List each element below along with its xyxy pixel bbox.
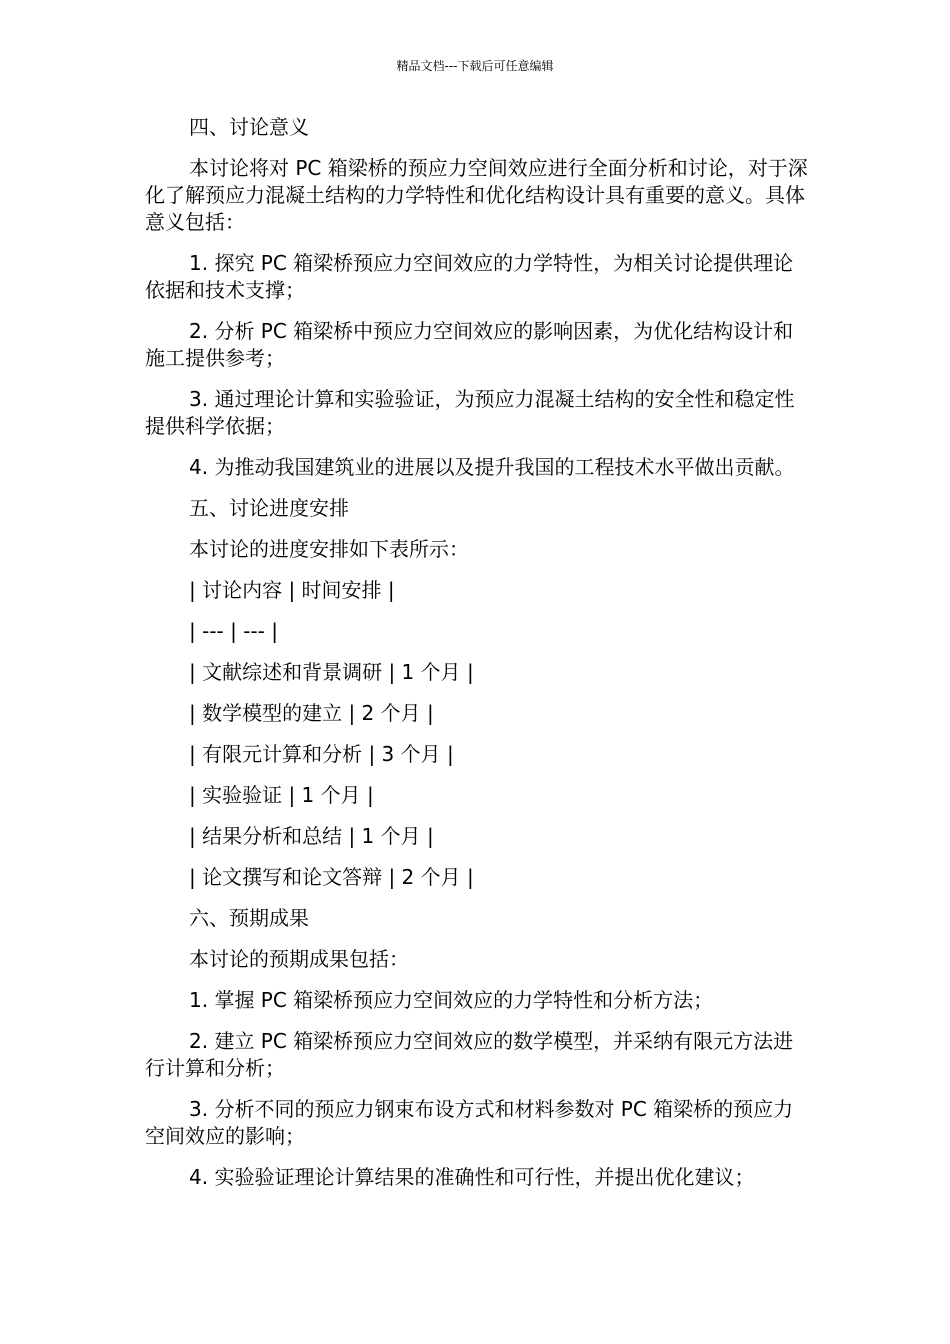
table-line: | 文献综述和背景调研 | 1 个月 | xyxy=(189,660,474,684)
section-heading-4: 四、讨论意义 xyxy=(189,115,309,139)
document-body xyxy=(145,114,813,1205)
table-line: | 实验验证 | 1 个月 | xyxy=(189,783,374,807)
section-heading-5: 五、讨论进度安排 xyxy=(189,496,349,520)
table-line: | 结果分析和总结 | 1 个月 | xyxy=(189,824,434,848)
list-item: 2. 分析 PC 箱梁桥中预应力空间效应的影响因素，为优化结构设计和施工提供参考； xyxy=(145,319,794,370)
list-item: 3. 分析不同的预应力钢束布设方式和材料参数对 PC 箱梁桥的预应力空间效应的影响； xyxy=(145,1097,794,1148)
table-line: | 讨论内容 | 时间安排 | xyxy=(189,578,395,602)
list-item: 1. 探究 PC 箱梁桥预应力空间效应的力学特性，为相关讨论提供理论依据和技术支撑； xyxy=(145,251,794,302)
paragraph-intro: 本讨论将对 PC 箱梁桥的预应力空间效应进行全面分析和讨论，对于深化了解预应力混凝土结构的力学特性和优化结构设计具有重要的意义。具体意义包括： xyxy=(145,156,808,234)
list-item: 1. 掌握 PC 箱梁桥预应力空间效应的力学特性和分析方法； xyxy=(189,988,714,1012)
list-item: 4. 实验验证理论计算结果的准确性和可行性，并提出优化建议； xyxy=(189,1165,755,1189)
paragraph-schedule-intro: 本讨论的进度安排如下表所示： xyxy=(189,537,469,561)
paragraph-outcome-intro: 本讨论的预期成果包括： xyxy=(189,947,409,971)
table-line: | 论文撰写和论文答辩 | 2 个月 | xyxy=(189,865,474,889)
page-header: 精品文档---下载后可任意编辑 xyxy=(396,59,554,73)
table-line: | 数学模型的建立 | 2 个月 | xyxy=(189,701,434,725)
list-item: 4. 为推动我国建筑业的进展以及提升我国的工程技术水平做出贡献。 xyxy=(189,455,795,479)
list-item: 3. 通过理论计算和实验验证，为预应力混凝土结构的安全性和稳定性提供科学依据； xyxy=(145,387,795,438)
table-line: | --- | --- | xyxy=(189,619,278,643)
list-item: 2. 建立 PC 箱梁桥预应力空间效应的数学模型，并采纳有限元方法进行计算和分析； xyxy=(145,1029,794,1080)
section-heading-6: 六、预期成果 xyxy=(189,906,309,930)
table-line: | 有限元计算和分析 | 3 个月 | xyxy=(189,742,454,766)
